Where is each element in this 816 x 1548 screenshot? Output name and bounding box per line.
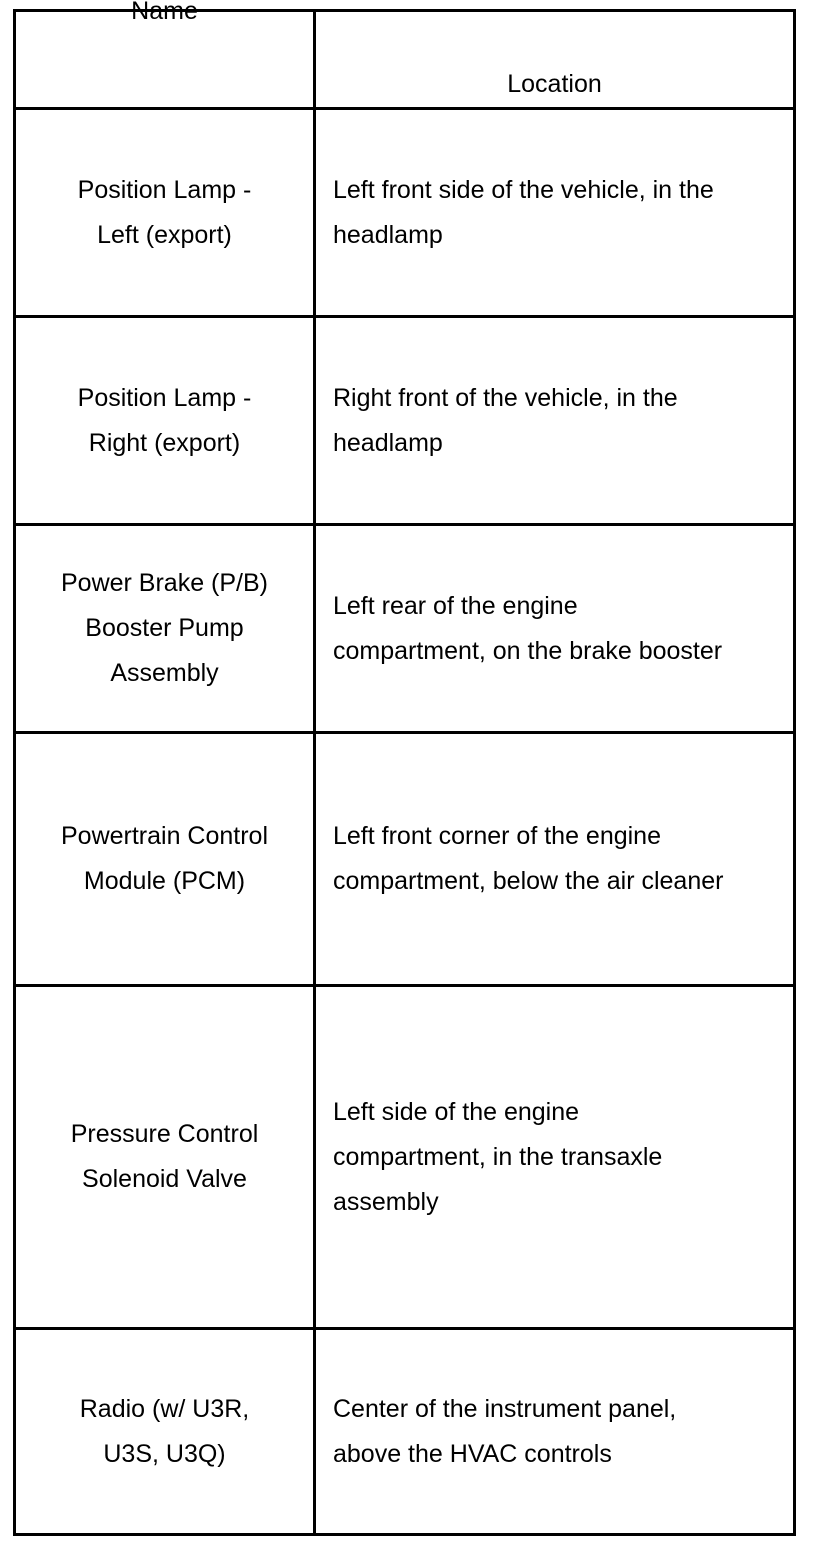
name-line: Module (PCM)	[83, 867, 246, 895]
location-line: Left front side of the vehicle, in the	[333, 175, 714, 204]
table-row	[15, 317, 795, 525]
location-line: assembly	[333, 1187, 439, 1216]
table-row	[15, 733, 795, 986]
column-header-location	[315, 11, 795, 109]
name-cell	[15, 733, 315, 986]
name-line: Powertrain Control	[60, 822, 269, 850]
location-line: Left side of the engine	[333, 1097, 580, 1126]
location-line: above the HVAC controls	[333, 1439, 612, 1468]
table-row	[15, 109, 795, 317]
name-cell	[15, 317, 315, 525]
table-row	[15, 1329, 795, 1535]
name-line: Position Lamp -	[77, 175, 252, 204]
name-line: Solenoid Valve	[82, 1165, 247, 1193]
column-header-name	[15, 0, 315, 109]
location-cell	[315, 317, 795, 525]
table-row	[15, 986, 795, 1329]
name-line: Left (export)	[97, 220, 232, 249]
location-line: Right front of the vehicle, in the	[333, 383, 678, 412]
name-cell	[15, 1329, 315, 1535]
table-header-row	[15, 11, 795, 109]
location-line: compartment, in the transaxle	[333, 1142, 663, 1171]
name-line: Pressure Control	[70, 1120, 259, 1148]
location-line: headlamp	[333, 428, 443, 457]
name-cell	[15, 109, 315, 317]
location-cell	[315, 986, 795, 1329]
name-line: Assembly	[110, 659, 219, 687]
name-line: Booster Pump	[85, 614, 244, 642]
location-line: Left front corner of the engine	[333, 822, 661, 850]
location-cell	[315, 1329, 795, 1535]
column-header-name-label: Name	[131, 0, 198, 25]
location-line: Left rear of the engine	[333, 591, 578, 620]
name-cell	[15, 986, 315, 1329]
name-line: Position Lamp -	[77, 383, 252, 412]
name-line: Power Brake (P/B)	[60, 569, 268, 597]
table-row	[15, 525, 795, 733]
location-line: headlamp	[333, 220, 443, 249]
name-line: Right (export)	[88, 428, 241, 457]
location-line: compartment, on the brake booster	[333, 636, 723, 665]
location-cell	[315, 733, 795, 986]
column-header-location-label: Location	[507, 70, 602, 98]
name-line: Radio (w/ U3R,	[79, 1394, 250, 1423]
name-cell	[15, 525, 315, 733]
name-line: U3S, U3Q)	[103, 1439, 226, 1468]
location-line: compartment, below the air cleaner	[333, 867, 724, 895]
location-line: Center of the instrument panel,	[333, 1394, 677, 1423]
component-location-table	[13, 0, 796, 1536]
location-cell	[315, 109, 795, 317]
location-cell	[315, 525, 795, 733]
